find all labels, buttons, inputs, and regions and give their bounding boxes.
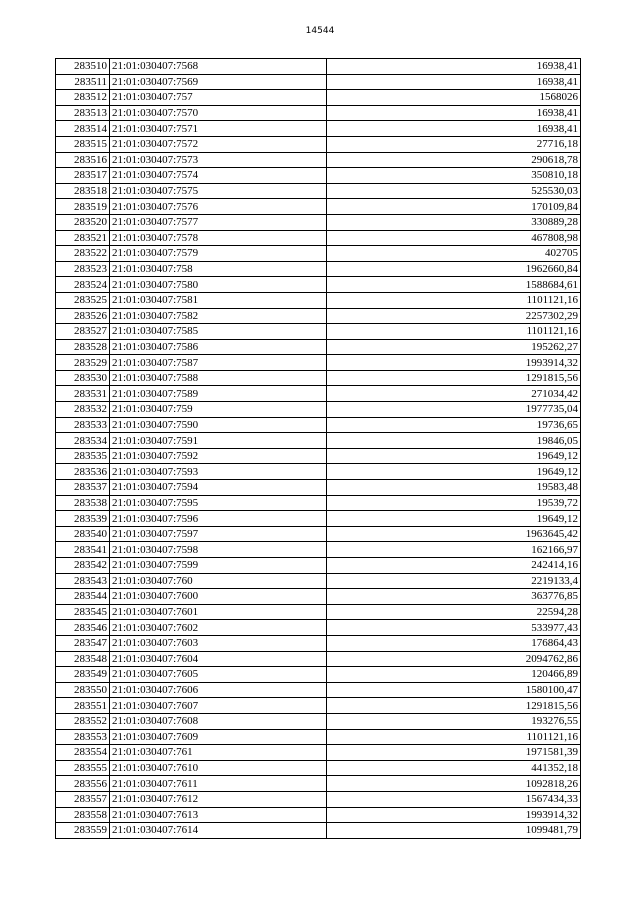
table-row <box>56 355 581 371</box>
cadastral-number-cell: 21:01:030407:7573 <box>110 152 327 168</box>
cadastral-value-cell: 1101121,16 <box>327 729 581 745</box>
table-row <box>56 292 581 308</box>
cadastral-value-cell: 170109,84 <box>327 199 581 215</box>
row-number-cell: 283544 <box>56 589 110 605</box>
table-row <box>56 152 581 168</box>
cadastral-value-cell: 1291815,56 <box>327 370 581 386</box>
table-row <box>56 542 581 558</box>
cadastral-value-cell: 467808,98 <box>327 230 581 246</box>
table-row <box>56 246 581 262</box>
cadastral-value-cell: 2094762,86 <box>327 651 581 667</box>
row-number-cell: 283546 <box>56 620 110 636</box>
table-row <box>56 324 581 340</box>
cadastral-number-cell: 21:01:030407:7611 <box>110 776 327 792</box>
cadastral-number-cell: 21:01:030407:7607 <box>110 698 327 714</box>
row-number-cell: 283529 <box>56 355 110 371</box>
table-row <box>56 526 581 542</box>
cadastral-number-cell: 21:01:030407:7571 <box>110 121 327 137</box>
row-number-cell: 283519 <box>56 199 110 215</box>
row-number-cell: 283554 <box>56 745 110 761</box>
cadastral-value-cell: 16938,41 <box>327 105 581 121</box>
cadastral-number-cell: 21:01:030407:7581 <box>110 292 327 308</box>
cadastral-number-cell: 21:01:030407:7578 <box>110 230 327 246</box>
row-number-cell: 283516 <box>56 152 110 168</box>
row-number-cell: 283550 <box>56 682 110 698</box>
table-row <box>56 402 581 418</box>
row-number-cell: 283532 <box>56 402 110 418</box>
cadastral-value-cell: 290618,78 <box>327 152 581 168</box>
row-number-cell: 283548 <box>56 651 110 667</box>
cadastral-value-cell: 2257302,29 <box>327 308 581 324</box>
table-row <box>56 682 581 698</box>
cadastral-value-cell: 1971581,39 <box>327 745 581 761</box>
cadastral-value-cell: 533977,43 <box>327 620 581 636</box>
cadastral-value-cell: 1092818,26 <box>327 776 581 792</box>
table-row <box>56 823 581 839</box>
cadastral-value-cell: 1993914,32 <box>327 355 581 371</box>
table-row <box>56 183 581 199</box>
cadastral-number-cell: 21:01:030407:7579 <box>110 246 327 262</box>
table-row <box>56 121 581 137</box>
cadastral-number-cell: 21:01:030407:7589 <box>110 386 327 402</box>
row-number-cell: 283527 <box>56 324 110 340</box>
row-number-cell: 283553 <box>56 729 110 745</box>
cadastral-value-cell: 193276,55 <box>327 713 581 729</box>
cadastral-value-cell: 195262,27 <box>327 339 581 355</box>
table-row <box>56 74 581 90</box>
cadastral-number-cell: 21:01:030407:7613 <box>110 807 327 823</box>
table-row <box>56 558 581 574</box>
cadastral-value-cell: 16938,41 <box>327 74 581 90</box>
cadastral-number-cell: 21:01:030407:7614 <box>110 823 327 839</box>
cadastral-value-cell: 1099481,79 <box>327 823 581 839</box>
table-row <box>56 386 581 402</box>
cadastral-number-cell: 21:01:030407:7604 <box>110 651 327 667</box>
cadastral-value-cell: 1101121,16 <box>327 292 581 308</box>
table-row <box>56 214 581 230</box>
cadastral-value-cell: 19846,05 <box>327 433 581 449</box>
cadastral-value-cell: 1977735,04 <box>327 402 581 418</box>
table-row <box>56 168 581 184</box>
table-row <box>56 651 581 667</box>
cadastral-value-cell: 525530,03 <box>327 183 581 199</box>
cadastral-value-cell: 1291815,56 <box>327 698 581 714</box>
table-row <box>56 480 581 496</box>
row-number-cell: 283515 <box>56 136 110 152</box>
row-number-cell: 283510 <box>56 59 110 75</box>
cadastral-value-cell: 1962660,84 <box>327 261 581 277</box>
cadastral-number-cell: 21:01:030407:7588 <box>110 370 327 386</box>
table-row <box>56 59 581 75</box>
row-number-cell: 283530 <box>56 370 110 386</box>
cadastral-number-cell: 21:01:030407:7609 <box>110 729 327 745</box>
cadastral-number-cell: 21:01:030407:7598 <box>110 542 327 558</box>
cadastral-number-cell: 21:01:030407:7568 <box>110 59 327 75</box>
page-number: 14544 <box>305 26 335 36</box>
row-number-cell: 283549 <box>56 667 110 683</box>
row-number-cell: 283525 <box>56 292 110 308</box>
cadastral-number-cell: 21:01:030407:7605 <box>110 667 327 683</box>
table-row <box>56 90 581 106</box>
table-row <box>56 339 581 355</box>
cadastral-number-cell: 21:01:030407:7590 <box>110 417 327 433</box>
cadastral-value-cell: 1568026 <box>327 90 581 106</box>
cadastral-value-cell: 1580100,47 <box>327 682 581 698</box>
cadastral-value-cell: 242414,16 <box>327 558 581 574</box>
cadastral-value-cell: 2219133,4 <box>327 573 581 589</box>
table-row <box>56 667 581 683</box>
cadastral-value-cell: 19649,12 <box>327 448 581 464</box>
row-number-cell: 283558 <box>56 807 110 823</box>
cadastral-value-cell: 363776,85 <box>327 589 581 605</box>
row-number-cell: 283557 <box>56 791 110 807</box>
cadastral-number-cell: 21:01:030407:7606 <box>110 682 327 698</box>
table-row <box>56 433 581 449</box>
table-row <box>56 105 581 121</box>
cadastral-value-table <box>55 58 581 839</box>
table-row <box>56 635 581 651</box>
cadastral-number-cell: 21:01:030407:7574 <box>110 168 327 184</box>
cadastral-value-cell: 271034,42 <box>327 386 581 402</box>
cadastral-value-cell: 1101121,16 <box>327 324 581 340</box>
table-row <box>56 573 581 589</box>
table-row <box>56 807 581 823</box>
table-row <box>56 136 581 152</box>
cadastral-number-cell: 21:01:030407:7582 <box>110 308 327 324</box>
cadastral-number-cell: 21:01:030407:7593 <box>110 464 327 480</box>
row-number-cell: 283537 <box>56 480 110 496</box>
table-row <box>56 511 581 527</box>
cadastral-number-cell: 21:01:030407:757 <box>110 90 327 106</box>
table-row <box>56 589 581 605</box>
row-number-cell: 283514 <box>56 121 110 137</box>
cadastral-number-cell: 21:01:030407:7585 <box>110 324 327 340</box>
row-number-cell: 283518 <box>56 183 110 199</box>
cadastral-number-cell: 21:01:030407:7594 <box>110 480 327 496</box>
cadastral-number-cell: 21:01:030407:758 <box>110 261 327 277</box>
cadastral-number-cell: 21:01:030407:7580 <box>110 277 327 293</box>
cadastral-number-cell: 21:01:030407:7570 <box>110 105 327 121</box>
cadastral-number-cell: 21:01:030407:7596 <box>110 511 327 527</box>
cadastral-value-cell: 16938,41 <box>327 59 581 75</box>
cadastral-value-cell: 1567434,33 <box>327 791 581 807</box>
cadastral-value-cell: 1963645,42 <box>327 526 581 542</box>
table-row <box>56 729 581 745</box>
table-row <box>56 199 581 215</box>
row-number-cell: 283528 <box>56 339 110 355</box>
table-row <box>56 448 581 464</box>
row-number-cell: 283541 <box>56 542 110 558</box>
row-number-cell: 283513 <box>56 105 110 121</box>
cadastral-number-cell: 21:01:030407:7595 <box>110 495 327 511</box>
cadastral-value-cell: 19736,65 <box>327 417 581 433</box>
cadastral-number-cell: 21:01:030407:7603 <box>110 635 327 651</box>
cadastral-value-cell: 16938,41 <box>327 121 581 137</box>
row-number-cell: 283555 <box>56 760 110 776</box>
row-number-cell: 283512 <box>56 90 110 106</box>
row-number-cell: 283547 <box>56 635 110 651</box>
row-number-cell: 283522 <box>56 246 110 262</box>
row-number-cell: 283552 <box>56 713 110 729</box>
table-row <box>56 308 581 324</box>
table-row <box>56 370 581 386</box>
cadastral-number-cell: 21:01:030407:7587 <box>110 355 327 371</box>
row-number-cell: 283526 <box>56 308 110 324</box>
row-number-cell: 283556 <box>56 776 110 792</box>
cadastral-value-cell: 176864,43 <box>327 635 581 651</box>
cadastral-value-cell: 19539,72 <box>327 495 581 511</box>
table-row <box>56 760 581 776</box>
cadastral-number-cell: 21:01:030407:7576 <box>110 199 327 215</box>
table-row <box>56 604 581 620</box>
table-row <box>56 261 581 277</box>
cadastral-number-cell: 21:01:030407:7591 <box>110 433 327 449</box>
cadastral-number-cell: 21:01:030407:7612 <box>110 791 327 807</box>
cadastral-number-cell: 21:01:030407:7597 <box>110 526 327 542</box>
cadastral-value-cell: 402705 <box>327 246 581 262</box>
cadastral-value-cell: 162166,97 <box>327 542 581 558</box>
table-row <box>56 417 581 433</box>
row-number-cell: 283535 <box>56 448 110 464</box>
row-number-cell: 283538 <box>56 495 110 511</box>
row-number-cell: 283536 <box>56 464 110 480</box>
row-number-cell: 283533 <box>56 417 110 433</box>
cadastral-number-cell: 21:01:030407:7569 <box>110 74 327 90</box>
cadastral-number-cell: 21:01:030407:7592 <box>110 448 327 464</box>
cadastral-number-cell: 21:01:030407:7608 <box>110 713 327 729</box>
cadastral-value-cell: 441352,18 <box>327 760 581 776</box>
cadastral-number-cell: 21:01:030407:7575 <box>110 183 327 199</box>
cadastral-value-cell: 350810,18 <box>327 168 581 184</box>
cadastral-number-cell: 21:01:030407:7599 <box>110 558 327 574</box>
row-number-cell: 283524 <box>56 277 110 293</box>
cadastral-value-cell: 330889,28 <box>327 214 581 230</box>
cadastral-number-cell: 21:01:030407:761 <box>110 745 327 761</box>
cadastral-number-cell: 21:01:030407:7577 <box>110 214 327 230</box>
cadastral-value-cell: 22594,28 <box>327 604 581 620</box>
row-number-cell: 283523 <box>56 261 110 277</box>
row-number-cell: 283520 <box>56 214 110 230</box>
table-row <box>56 620 581 636</box>
cadastral-value-cell: 19649,12 <box>327 511 581 527</box>
cadastral-number-cell: 21:01:030407:7602 <box>110 620 327 636</box>
row-number-cell: 283531 <box>56 386 110 402</box>
row-number-cell: 283543 <box>56 573 110 589</box>
row-number-cell: 283551 <box>56 698 110 714</box>
table-body <box>56 59 581 839</box>
cadastral-number-cell: 21:01:030407:7586 <box>110 339 327 355</box>
row-number-cell: 283521 <box>56 230 110 246</box>
table-row <box>56 776 581 792</box>
cadastral-number-cell: 21:01:030407:7600 <box>110 589 327 605</box>
row-number-cell: 283517 <box>56 168 110 184</box>
row-number-cell: 283534 <box>56 433 110 449</box>
table-row <box>56 230 581 246</box>
table-row <box>56 464 581 480</box>
row-number-cell: 283559 <box>56 823 110 839</box>
table-row <box>56 277 581 293</box>
table-row <box>56 713 581 729</box>
row-number-cell: 283539 <box>56 511 110 527</box>
cadastral-number-cell: 21:01:030407:7601 <box>110 604 327 620</box>
cadastral-value-cell: 19649,12 <box>327 464 581 480</box>
cadastral-number-cell: 21:01:030407:760 <box>110 573 327 589</box>
row-number-cell: 283545 <box>56 604 110 620</box>
cadastral-value-cell: 19583,48 <box>327 480 581 496</box>
row-number-cell: 283540 <box>56 526 110 542</box>
table-row <box>56 791 581 807</box>
cadastral-number-cell: 21:01:030407:7572 <box>110 136 327 152</box>
row-number-cell: 283542 <box>56 558 110 574</box>
table-row <box>56 495 581 511</box>
cadastral-number-cell: 21:01:030407:7610 <box>110 760 327 776</box>
table-row <box>56 745 581 761</box>
cadastral-value-cell: 27716,18 <box>327 136 581 152</box>
table-row <box>56 698 581 714</box>
cadastral-value-cell: 1993914,32 <box>327 807 581 823</box>
cadastral-number-cell: 21:01:030407:759 <box>110 402 327 418</box>
cadastral-value-cell: 1588684,61 <box>327 277 581 293</box>
row-number-cell: 283511 <box>56 74 110 90</box>
cadastral-value-cell: 120466,89 <box>327 667 581 683</box>
